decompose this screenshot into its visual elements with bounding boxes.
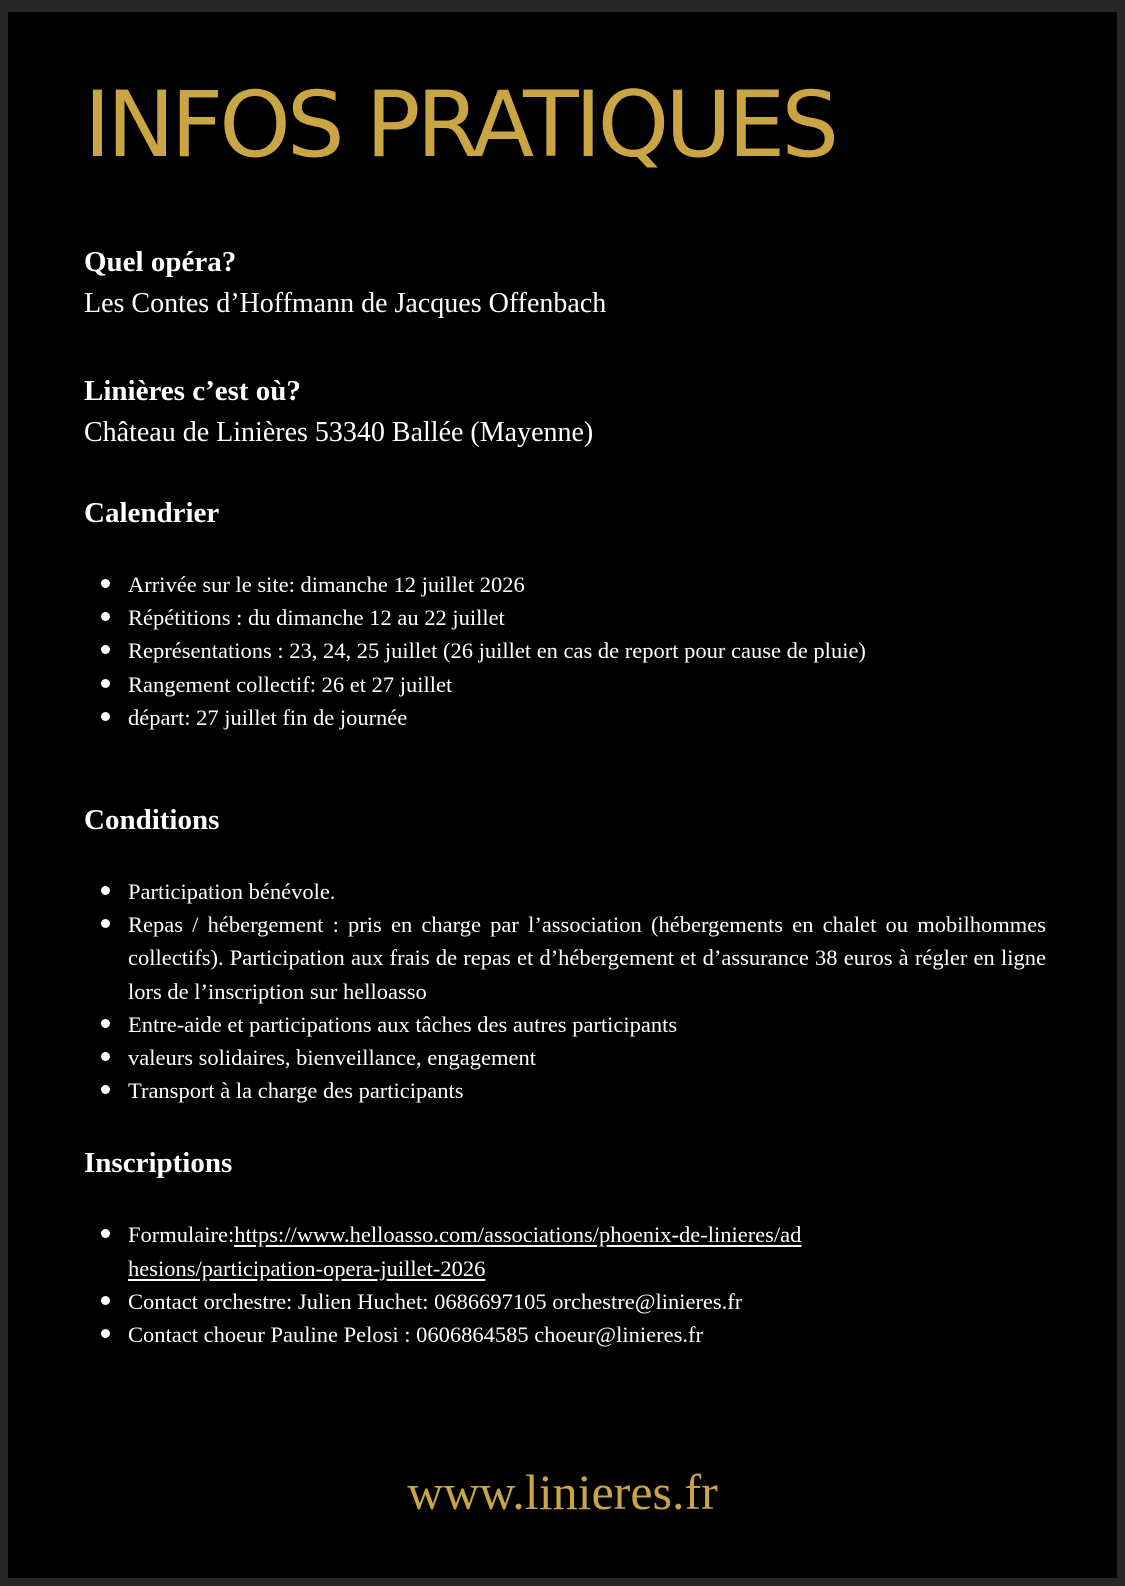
list-item xyxy=(84,908,1046,1008)
section-heading-calendar: Calendrier xyxy=(84,497,220,529)
contact-orchestra-text: Contact orchestre: Julien Huchet: 0686697105 orchestre@linieres.fr xyxy=(128,1288,743,1314)
calendar-item-text: Répétitions : du dimanche 12 au 22 juillet xyxy=(128,605,505,631)
conditions-item-text: valeurs solidaires, bienveillance, engagement xyxy=(128,1045,536,1071)
section-heading-opera: Quel opéra? xyxy=(84,246,237,278)
conditions-item-text: Entre-aide et participations aux tâches des autres participants xyxy=(128,1011,678,1037)
registration-list xyxy=(84,1218,1046,1351)
list-item xyxy=(84,668,1046,701)
form-label: Formulaire: xyxy=(128,1222,235,1248)
calendar-item-text: Représentations : 23, 24, 25 juillet (26 juillet en cas de report pour cause de pluie) xyxy=(128,638,866,664)
bullet-icon xyxy=(101,1085,110,1094)
conditions-item-text: Participation bénévole. xyxy=(128,879,336,905)
flyer-page xyxy=(8,12,1117,1578)
bullet-icon xyxy=(101,612,110,621)
section-calendar xyxy=(84,495,1046,734)
bullet-icon xyxy=(101,579,110,588)
list-item xyxy=(84,634,1046,667)
location-text: Château de Linières 53340 Ballée (Mayenne) xyxy=(84,417,594,448)
registration-form-link[interactable]: https://www.helloasso.com/associations/phoenix-de-linieres/adhesions/participation-opera-juillet-2026 xyxy=(128,1222,802,1281)
bullet-icon xyxy=(101,1229,110,1238)
content xyxy=(84,244,1046,1351)
section-registration xyxy=(84,1145,1046,1351)
bullet-icon xyxy=(101,1296,110,1305)
website-footer: www.linieres.fr xyxy=(407,1464,718,1520)
list-item xyxy=(84,1041,1046,1074)
list-item xyxy=(84,875,1046,908)
conditions-item-text: Repas / hébergement : pris en charge par l’association (hébergements en chalet ou mobilhommes collectifs). Participation aux frais de repas et d’hébergement et d’assurance 38 euros à régler en ligne lors de l’inscription sur helloasso xyxy=(128,912,1046,1004)
list-item xyxy=(84,1008,1046,1041)
calendar-item-text: Arrivée sur le site: dimanche 12 juillet 2026 xyxy=(128,572,525,597)
opera-text: Les Contes d’Hoffmann de Jacques Offenbach xyxy=(84,288,607,319)
list-item xyxy=(84,1285,1046,1318)
bullet-icon xyxy=(101,1019,110,1028)
list-item xyxy=(84,568,1046,601)
bullet-icon xyxy=(101,645,110,654)
calendar-list xyxy=(84,568,1046,734)
list-item xyxy=(84,1218,1046,1284)
section-location xyxy=(84,373,1046,451)
list-item xyxy=(84,1318,1046,1351)
list-item xyxy=(84,601,1046,634)
bullet-icon xyxy=(101,712,110,721)
list-item xyxy=(84,701,1046,734)
conditions-list xyxy=(84,875,1046,1107)
bullet-icon xyxy=(101,886,110,895)
page-title: INFOS PRATIQUES xyxy=(84,73,836,178)
section-conditions xyxy=(84,802,1046,1107)
bullet-icon xyxy=(101,1329,110,1338)
conditions-item-text: Transport à la charge des participants xyxy=(128,1078,464,1104)
section-heading-location: Linières c’est où? xyxy=(84,375,301,407)
contact-choir-text: Contact choeur Pauline Pelosi : 0606864585 choeur@linieres.fr xyxy=(128,1322,703,1348)
bullet-icon xyxy=(101,919,110,928)
bullet-icon xyxy=(101,679,110,688)
section-heading-registration: Inscriptions xyxy=(84,1147,233,1180)
calendar-item-text: Rangement collectif: 26 et 27 juillet xyxy=(128,671,453,697)
section-heading-conditions: Conditions xyxy=(84,804,220,837)
bullet-icon xyxy=(101,1052,110,1061)
calendar-item-text: départ: 27 juillet fin de journée xyxy=(128,704,408,730)
list-item xyxy=(84,1074,1046,1107)
section-opera xyxy=(84,244,1046,322)
